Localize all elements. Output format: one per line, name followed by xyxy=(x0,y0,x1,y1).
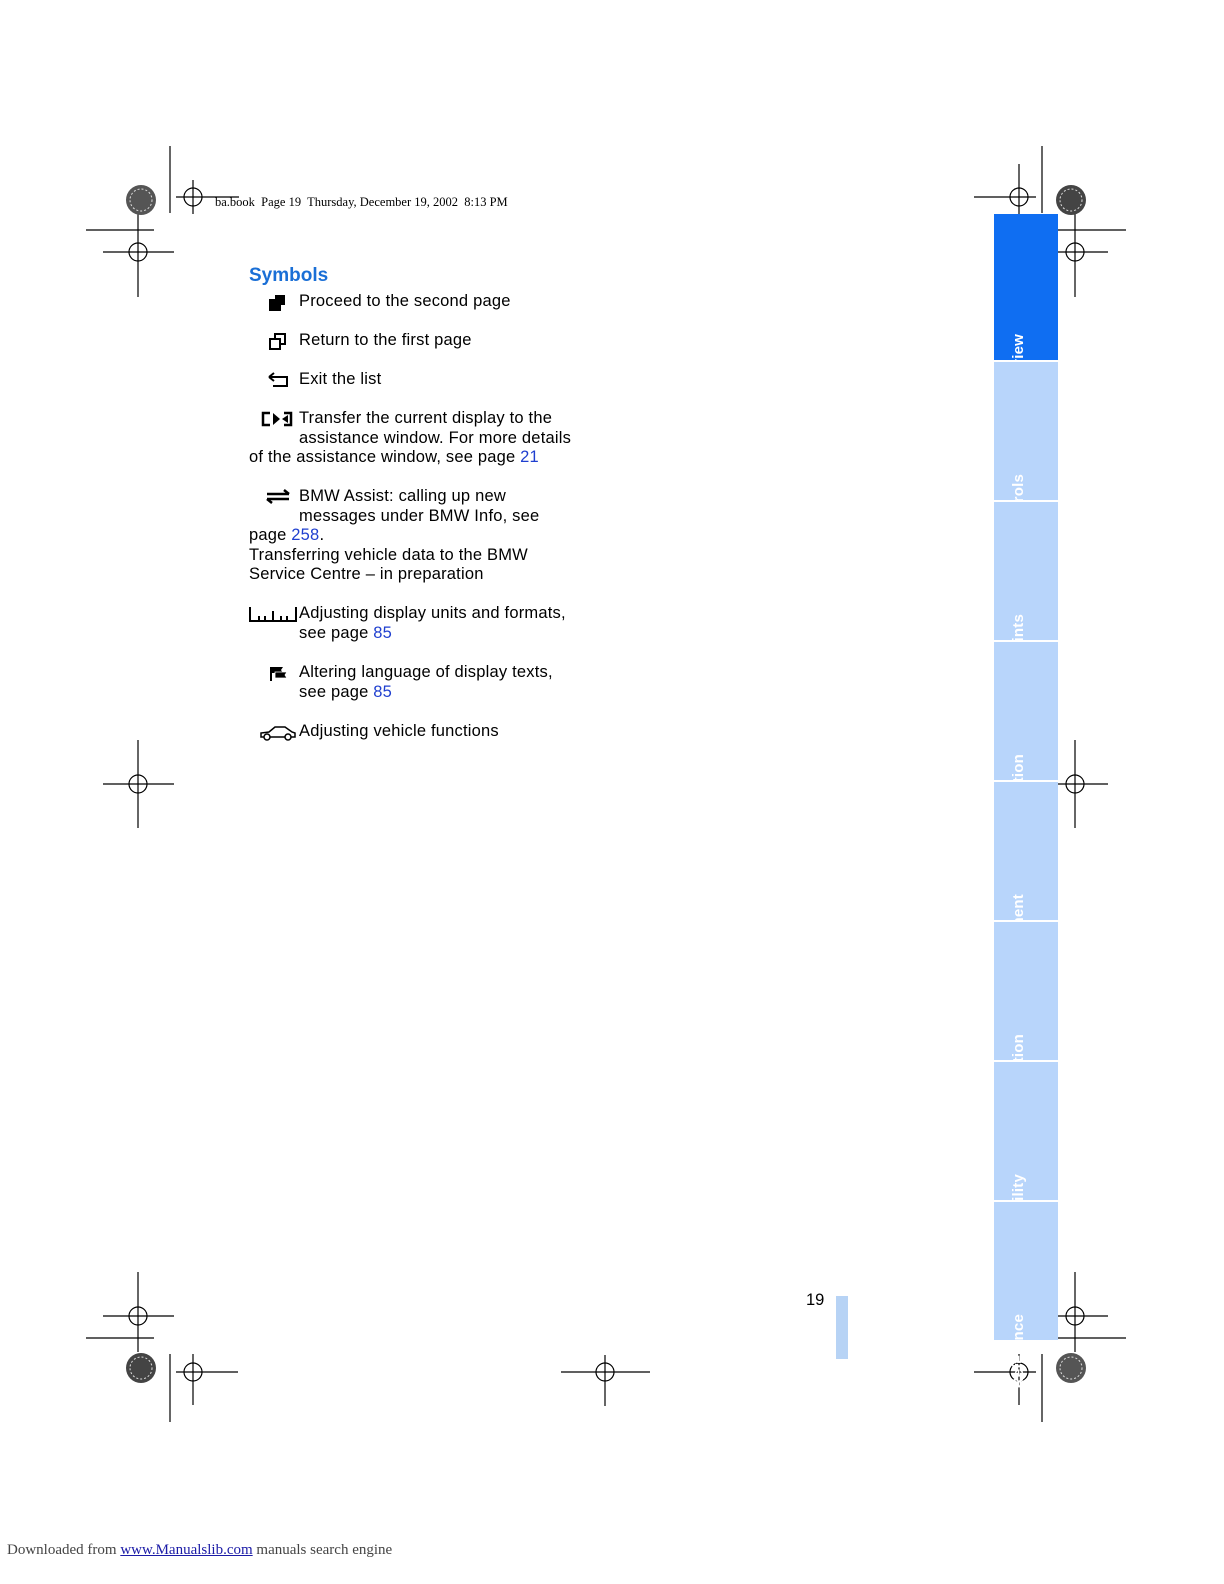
page-link-85[interactable]: 85 xyxy=(373,623,393,642)
manualslib-link[interactable]: www.Manualslib.com xyxy=(120,1542,253,1558)
page-link-85[interactable]: 85 xyxy=(373,682,393,701)
tab-driving-hints[interactable] xyxy=(994,502,1058,642)
symbol-text: Adjusting vehicle functions xyxy=(299,722,499,740)
symbol-text-line: assistance window. For more details xyxy=(299,428,572,447)
footer-suffix: manuals search engine xyxy=(252,1542,393,1558)
symbol-text: of the assistance window, see page xyxy=(249,448,521,467)
symbol-item-language xyxy=(249,663,594,702)
tab-controls[interactable] xyxy=(994,362,1058,502)
tab-label: Reference xyxy=(1010,1314,1027,1389)
tab-communication[interactable] xyxy=(994,922,1058,1062)
page-link-21[interactable]: 21 xyxy=(520,448,539,467)
symbol-text: Exit the list xyxy=(299,370,382,388)
symbol-text-line xyxy=(249,624,594,644)
symbol-text: Proceed to the second page xyxy=(299,292,511,310)
tab-navigation[interactable] xyxy=(994,642,1058,782)
vehicle-car-icon xyxy=(255,723,299,741)
symbol-text-line: Service Centre – in preparation xyxy=(249,565,484,584)
symbol-text: Return to the first page xyxy=(299,331,472,349)
footer-prefix: Downloaded from xyxy=(7,1542,121,1558)
page-number: 19 xyxy=(806,1291,825,1309)
symbol-text-line: Transferring vehicle data to the BMW xyxy=(249,545,528,564)
tab-reference[interactable] xyxy=(994,1202,1058,1389)
bmw-assist-icon xyxy=(255,488,299,506)
book-print-info: ba.book Page 19 Thursday, December 19, 2002 8:13 PM xyxy=(215,195,508,209)
symbol-text-line: Transfer the current display to the xyxy=(299,409,553,427)
symbol-item-second-page xyxy=(249,292,594,312)
section-title: Symbols xyxy=(249,265,329,286)
symbol-item-bmw-assist xyxy=(249,487,594,585)
symbol-item-vehicle-functions xyxy=(249,722,594,742)
tab-mobility[interactable] xyxy=(994,1062,1058,1202)
symbol-text-line: Adjusting display units and formats, xyxy=(299,604,566,622)
exit-list-icon xyxy=(255,371,299,389)
tab-overview[interactable] xyxy=(994,214,1058,362)
symbol-text-line: BMW Assist: calling up new xyxy=(299,487,506,505)
symbol-item-transfer-display xyxy=(249,409,594,468)
tab-entertainment[interactable] xyxy=(994,782,1058,922)
symbol-text-line: Altering language of display texts, xyxy=(299,663,553,681)
download-footer xyxy=(7,1542,392,1559)
transfer-display-icon xyxy=(255,410,299,428)
page-link-258[interactable]: 258 xyxy=(291,526,320,545)
symbol-item-display-units xyxy=(249,604,594,643)
language-flag-icon xyxy=(255,664,299,682)
chapter-tabs xyxy=(994,214,1058,1389)
symbol-item-exit-list xyxy=(249,370,594,390)
symbol-text-line xyxy=(249,683,594,703)
symbol-text-line: messages under BMW Info, see xyxy=(299,506,540,525)
first-page-icon xyxy=(255,332,299,350)
symbol-text-line xyxy=(249,526,594,546)
symbol-text-line xyxy=(249,448,594,468)
symbol-text: page xyxy=(249,526,292,545)
units-ruler-icon xyxy=(249,605,299,623)
second-page-icon xyxy=(255,293,299,311)
symbol-text: see page xyxy=(299,682,374,701)
symbol-text: see page xyxy=(299,623,374,642)
page-number-bar xyxy=(836,1296,848,1359)
symbol-item-first-page xyxy=(249,331,594,351)
symbol-text: . xyxy=(319,526,325,545)
